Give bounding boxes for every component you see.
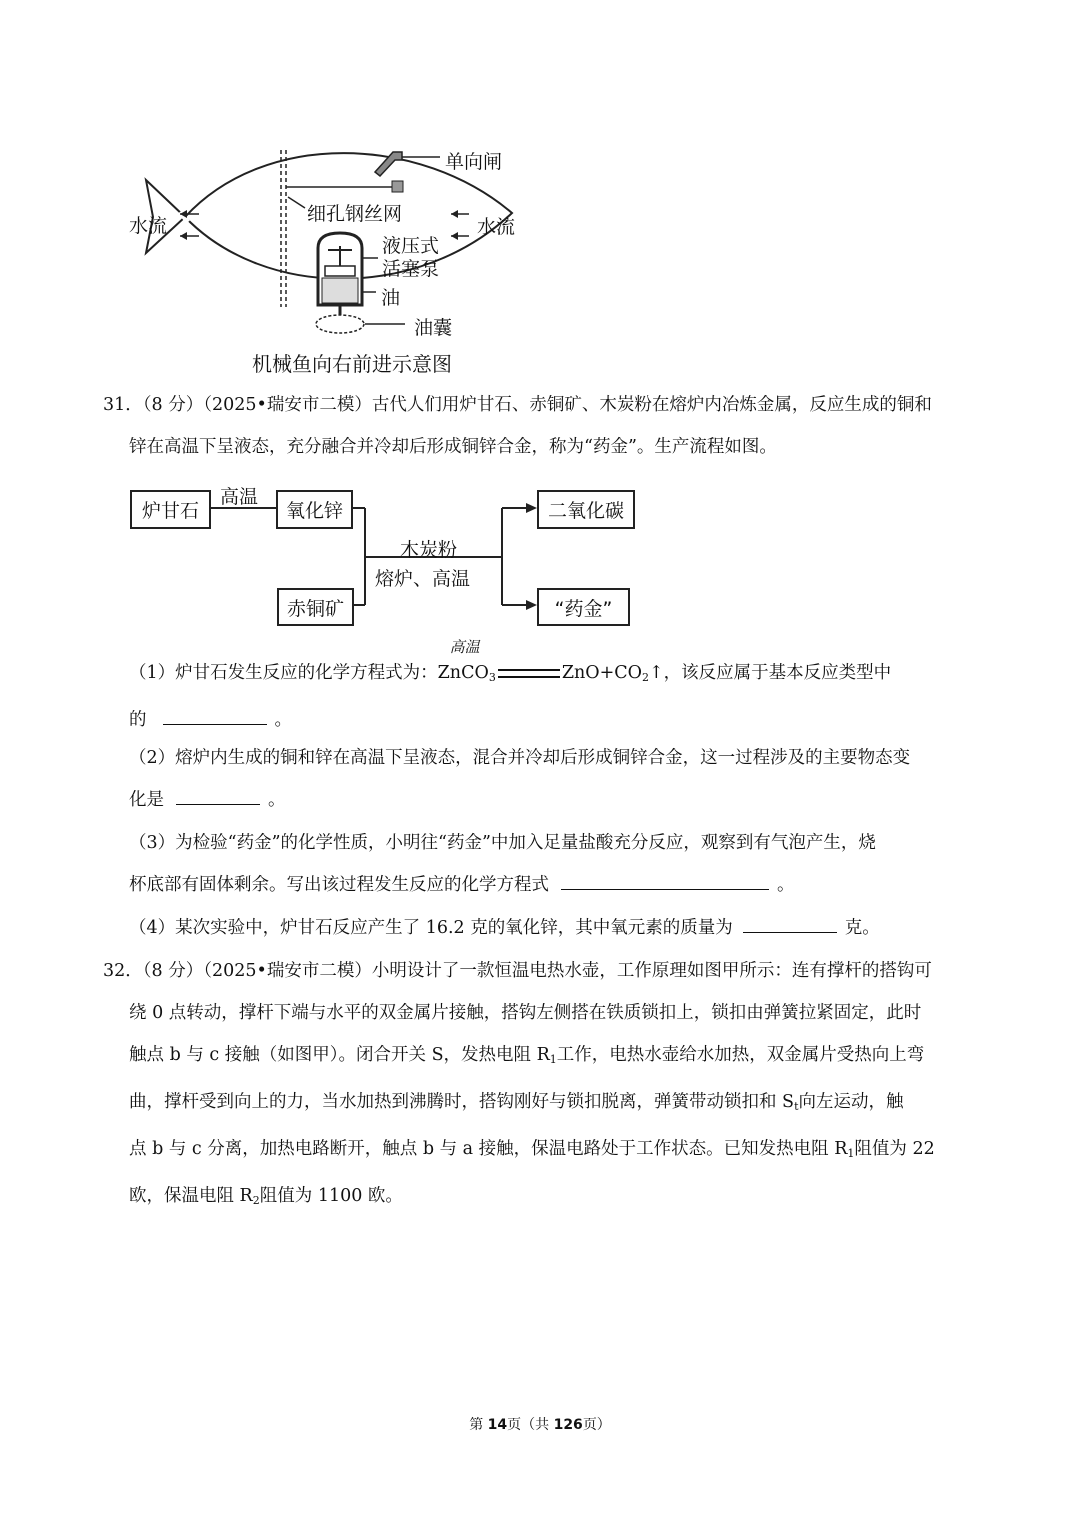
box-yaojin: “药金” <box>537 588 630 626</box>
box-zinc-oxide: 氧化锌 <box>276 490 353 529</box>
q31-part-3 <box>103 822 979 906</box>
left-water-label: 水流 <box>129 215 168 237</box>
q32-line-4b: 向左运动，触 <box>798 1092 904 1112</box>
footer-page-number: 14 <box>487 1417 508 1433</box>
label-charcoal: 木炭粉 <box>400 539 458 561</box>
q32-line-3b: 工作，电热水壶给水加热，双金属片受热向上弯 <box>556 1045 925 1065</box>
q31-p4-answer-blank[interactable] <box>743 912 837 933</box>
gas-arrow-icon: ↑ <box>649 663 664 683</box>
q32-line-3-sub: 1 <box>549 1053 557 1066</box>
oil-bag-label: 油囊 <box>414 317 453 339</box>
q31-intro-line-2: 锌在高温下呈液态，充分融合并冷却后形成铜锌合金，称为“药金”。生产流程如图。 <box>129 437 777 457</box>
q32-line-6-sub: 2 <box>252 1194 260 1207</box>
pump-piston <box>325 266 355 276</box>
valve-label: 单向闸 <box>445 151 503 173</box>
q32-line-6a: 欧，保温电阻 R <box>129 1186 253 1206</box>
q31-p3-line2: 杯底部有固体剩余。写出该过程发生反应的化学方程式 <box>129 875 549 895</box>
pump-oil <box>322 278 358 303</box>
eq-left: ZnCO <box>437 663 489 683</box>
right-water-label: 水流 <box>477 216 516 238</box>
q31-intro-line-1: 31．（8 分）（2025•瑞安市二模）古代人们用炉甘石、赤铜矿、木炭粉在熔炉内冶炼金属，反应生成的铜和 <box>103 395 932 415</box>
q31-part-1 <box>103 638 979 741</box>
q31-p2-answer-blank[interactable] <box>176 784 260 805</box>
oil-bag-shape <box>316 315 364 333</box>
eq-right-sub: 2 <box>642 671 649 684</box>
q31-p1-line2: 的 <box>129 710 147 730</box>
q31-p3-end: 。 <box>777 875 795 895</box>
q32-line-4a: 曲，撑杆受到向上的力，当水加热到沸腾时，搭钩刚好与锁扣脱离，弹簧带动锁扣和 S <box>129 1092 795 1112</box>
q31-p2-line2: 化是 <box>129 790 164 810</box>
eq-double-bar <box>498 669 560 678</box>
box-co2: 二氧化碳 <box>537 490 635 529</box>
footer-suffix: 页） <box>582 1417 611 1433</box>
flow-chart <box>0 478 700 628</box>
chemical-equation <box>437 638 664 699</box>
pump-label-1: 液压式 <box>382 235 440 257</box>
q31-p1-prefix: （1）炉甘石发生反应的化学方程式为： <box>129 663 438 683</box>
q32-line-3a: 触点 b 与 c 接触（如图甲）。闭合开关 S，发热电阻 R <box>129 1045 550 1065</box>
q31-p3-line1: （3）为检验“药金”的化学性质，小明往“药金”中加入足量盐酸充分反应，观察到有气泡产生，烧 <box>129 833 876 853</box>
fish-diagram <box>0 0 1080 380</box>
q31-part-4 <box>103 907 979 949</box>
box-luganshi: 炉甘石 <box>130 490 211 529</box>
q32-line-5a: 点 b 与 c 分离，加热电路断开，触点 b 与 a 接触，保温电路处于工作状态。已知发热电阻 R <box>129 1139 848 1159</box>
footer-middle: 页（共 <box>507 1417 554 1433</box>
q32-line-5b: 阻值为 22 <box>854 1139 935 1159</box>
q31-part-2 <box>103 737 979 821</box>
q32-line-2: 绕 0 点转动，撑杆下端与水平的双金属片接触，搭钩左侧搭在铁质锁扣上，锁扣由弹簧拉紧固定，此时 <box>129 1003 922 1023</box>
q31-p2-line1: （2）熔炉内生成的铜和锌在高温下呈液态，混合并冷却后形成铜锌合金，这一过程涉及的主要物态变 <box>129 748 911 768</box>
eq-condition: 高温 <box>449 638 480 656</box>
pump-label-2: 活塞泵 <box>382 258 440 280</box>
q31-p4-end: 克。 <box>844 918 880 938</box>
footer-prefix: 第 <box>469 1417 488 1433</box>
q31-intro <box>103 384 979 468</box>
oil-label: 油 <box>381 287 401 309</box>
fish-diagram-drawing <box>0 0 1080 380</box>
q32-line-5-sub: 1 <box>847 1147 855 1160</box>
eq-right: ZnO+CO <box>561 663 642 683</box>
mesh-label: 细孔钢丝网 <box>307 203 403 225</box>
fish-caption: 机械鱼向右前进示意图 <box>252 352 452 376</box>
label-high-temp: 高温 <box>220 486 259 508</box>
q32 <box>103 950 979 1222</box>
q31-p1-end: 。 <box>274 710 292 730</box>
q32-line-4-sub: t <box>794 1100 799 1113</box>
q31-p2-end: 。 <box>268 790 286 810</box>
label-furnace: 熔炉、高温 <box>375 568 471 590</box>
q31-p3-answer-blank[interactable] <box>561 869 769 890</box>
eq-left-sub: 3 <box>488 671 496 684</box>
q31-p1-suffix: ，该反应属于基本反应类型中 <box>663 663 892 683</box>
footer-total-pages: 126 <box>553 1417 583 1433</box>
q31-p1-answer-blank[interactable] <box>163 704 267 725</box>
q32-line-6b: 阻值为 1100 欧。 <box>259 1186 403 1206</box>
box-chitongkuang: 赤铜矿 <box>277 588 354 626</box>
q32-line-1: 32．（8 分）（2025•瑞安市二模）小明设计了一款恒温电热水壶，工作原理如图甲所示：连有撑杆的搭钩可 <box>103 961 932 981</box>
page-footer <box>0 1414 1080 1434</box>
q31-p4-text: （4）某次实验中，炉甘石反应产生了 16.2 克的氧化锌，其中氧元素的质量为 <box>129 918 733 938</box>
